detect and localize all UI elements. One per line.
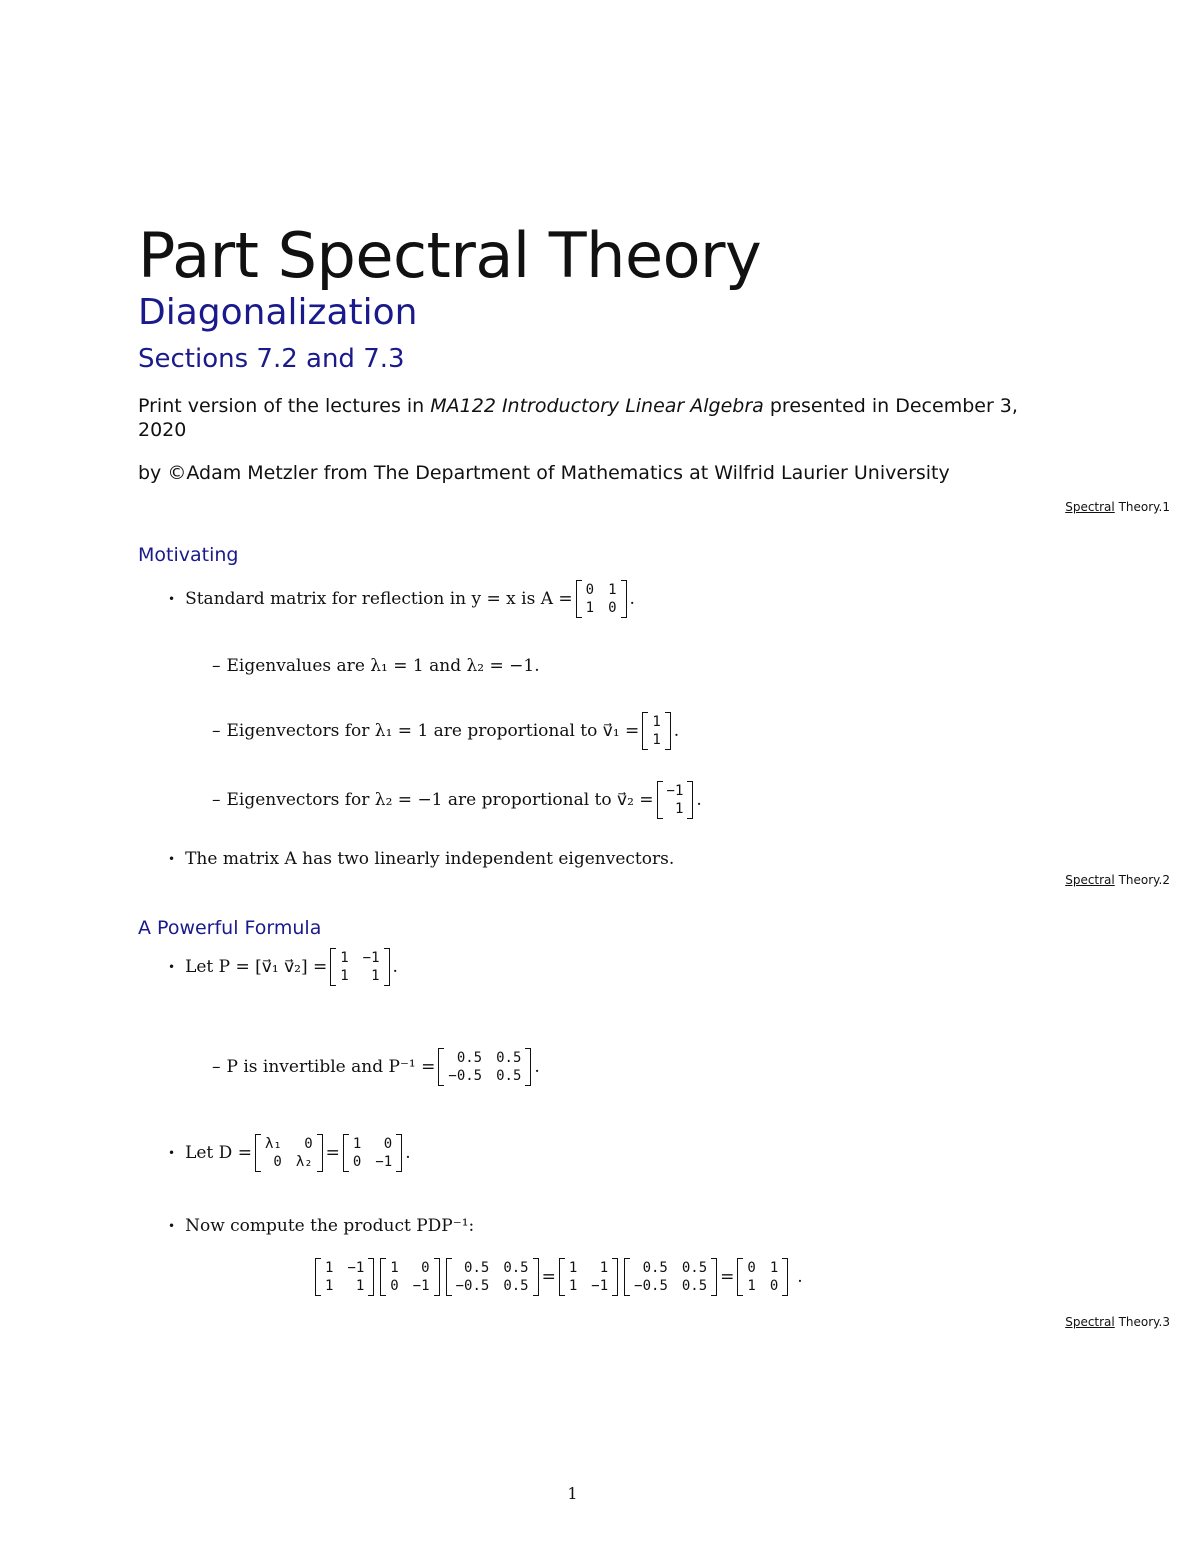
matrix-cell: 0.5 bbox=[503, 1278, 529, 1294]
sub-text: Eigenvectors for λ₂ = −1 are proportional to v⃗₂ = bbox=[226, 790, 654, 810]
bullet-independent bbox=[168, 849, 674, 869]
sub-P-invertible bbox=[212, 1048, 540, 1086]
matrix-cell: 1 bbox=[747, 1278, 756, 1294]
frame-label-2-a: Spectral bbox=[1065, 873, 1115, 887]
frame-label-3-a: Spectral bbox=[1065, 1315, 1115, 1329]
matrix-cell: −1 bbox=[375, 1154, 393, 1170]
bullet-text: Now compute the product PDP⁻¹: bbox=[185, 1216, 475, 1236]
matrix-cell: 1 bbox=[769, 1260, 779, 1276]
sub-eigenvectors-1 bbox=[212, 712, 679, 750]
frame-title-powerful-formula: A Powerful Formula bbox=[138, 917, 322, 939]
matrix-cell: −1 bbox=[362, 950, 380, 966]
matrix-cell: 0 bbox=[421, 1260, 430, 1276]
sub-text: Eigenvalues are λ₁ = 1 and λ₂ = −1. bbox=[226, 656, 540, 676]
period: . bbox=[405, 1143, 411, 1163]
matrix-cell: 0 bbox=[304, 1136, 313, 1152]
matrix-cell: 0.5 bbox=[681, 1260, 708, 1276]
matrix-cell: 0.5 bbox=[642, 1260, 668, 1276]
section-title: Sections 7.2 and 7.3 bbox=[138, 344, 405, 374]
period: . bbox=[797, 1267, 803, 1287]
frame-label-1 bbox=[1065, 500, 1170, 514]
period: . bbox=[696, 790, 702, 810]
matrix-prod-PD bbox=[559, 1258, 618, 1296]
bullet-marker: • bbox=[168, 1146, 176, 1160]
matrix-prod-P bbox=[315, 1258, 374, 1296]
matrix-cell: 1 bbox=[568, 1260, 578, 1276]
matrix-cell: 1 bbox=[325, 1260, 334, 1276]
product-equation bbox=[312, 1258, 803, 1296]
frame-label-3 bbox=[1065, 1315, 1170, 1329]
matrix-cell: 1 bbox=[674, 801, 684, 817]
matrix-D bbox=[343, 1134, 402, 1172]
matrix-cell: 1 bbox=[599, 1260, 609, 1276]
vector-v2 bbox=[657, 781, 694, 819]
bullet-text: The matrix A has two linearly independent eigenvectors. bbox=[185, 849, 675, 869]
matrix-P-inverse bbox=[438, 1048, 531, 1086]
sub-text: P is invertible and P⁻¹ = bbox=[226, 1057, 436, 1077]
matrix-cell: 0 bbox=[608, 600, 617, 616]
matrix-P bbox=[330, 948, 389, 986]
bullet-compute-product bbox=[168, 1216, 474, 1236]
matrix-cell: 1 bbox=[371, 968, 380, 984]
page-number: 1 bbox=[567, 1484, 578, 1503]
matrix-cell: 0 bbox=[769, 1278, 779, 1294]
lecture-description bbox=[138, 394, 1038, 442]
matrix-cell: −1 bbox=[666, 783, 684, 799]
matrix-cell: −0.5 bbox=[448, 1068, 483, 1084]
equals-sign: = bbox=[720, 1267, 735, 1287]
bullet-text: Standard matrix for reflection in y = x is A = bbox=[185, 589, 573, 609]
matrix-cell: −1 bbox=[591, 1278, 609, 1294]
matrix-cell: 0 bbox=[747, 1260, 756, 1276]
bullet-marker: • bbox=[168, 960, 176, 974]
dash-marker: – bbox=[212, 1057, 221, 1077]
period: . bbox=[392, 957, 398, 977]
bullet-marker: • bbox=[168, 1219, 176, 1233]
dash-marker: – bbox=[212, 790, 221, 810]
matrix-cell: 1 bbox=[652, 732, 661, 748]
part-title: Part Spectral Theory bbox=[138, 219, 762, 292]
sub-text: Eigenvectors for λ₁ = 1 are proportional to v⃗₁ = bbox=[226, 721, 640, 741]
frame-title-motivating: Motivating bbox=[138, 544, 239, 566]
matrix-cell: 0 bbox=[273, 1154, 282, 1170]
matrix-cell: 0.5 bbox=[681, 1278, 708, 1294]
matrix-prod-D bbox=[380, 1258, 439, 1296]
frame-label-2 bbox=[1065, 873, 1170, 887]
frame-label-1-a: Spectral bbox=[1065, 500, 1115, 514]
matrix-cell: 0.5 bbox=[503, 1260, 529, 1276]
matrix-cell: 1 bbox=[340, 968, 349, 984]
bullet-marker: • bbox=[168, 852, 176, 866]
dash-marker: – bbox=[212, 721, 221, 741]
bullet-standard-matrix bbox=[168, 580, 635, 618]
matrix-cell: 0 bbox=[352, 1154, 362, 1170]
desc-pre: Print version of the lectures in bbox=[138, 395, 431, 417]
sub-eigenvalues bbox=[212, 656, 540, 676]
desc-post: presented in December 3, 2020 bbox=[138, 395, 1018, 441]
matrix-cell: 1 bbox=[352, 1136, 362, 1152]
period: . bbox=[673, 721, 680, 741]
matrix-cell: λ₁ bbox=[264, 1136, 282, 1152]
matrix-cell: 0.5 bbox=[464, 1260, 490, 1276]
bullet-let-D bbox=[168, 1134, 411, 1172]
matrix-cell: −1 bbox=[347, 1260, 365, 1276]
bullet-text: Let P = [v⃗₁ v⃗₂] = bbox=[185, 957, 328, 977]
matrix-cell: 0.5 bbox=[456, 1050, 483, 1066]
matrix-cell: 0.5 bbox=[496, 1068, 522, 1084]
dash-marker: – bbox=[212, 656, 221, 676]
frame-label-1-b: Theory.1 bbox=[1114, 500, 1170, 514]
matrix-cell: 1 bbox=[390, 1260, 399, 1276]
byline: by ©Adam Metzler from The Department of Mathematics at Wilfrid Laurier University bbox=[138, 462, 950, 484]
bullet-text: Let D = bbox=[185, 1143, 252, 1163]
matrix-cell: 0 bbox=[390, 1278, 399, 1294]
matrix-prod-P-inverse-2 bbox=[624, 1258, 717, 1296]
matrix-prod-A bbox=[737, 1258, 788, 1296]
matrix-cell: −0.5 bbox=[634, 1278, 668, 1294]
chapter-title: Diagonalization bbox=[138, 292, 418, 333]
period: . bbox=[629, 589, 635, 609]
matrix-cell: −0.5 bbox=[455, 1278, 490, 1294]
matrix-prod-P-inverse bbox=[446, 1258, 539, 1296]
matrix-cell: 1 bbox=[325, 1278, 334, 1294]
vector-v1 bbox=[642, 712, 670, 750]
matrix-cell: −1 bbox=[412, 1278, 430, 1294]
matrix-D-symbolic bbox=[255, 1134, 323, 1172]
matrix-cell: 0.5 bbox=[496, 1050, 522, 1066]
period: . bbox=[534, 1057, 540, 1077]
course-name: MA122 Introductory Linear Algebra bbox=[430, 395, 764, 417]
matrix-A bbox=[576, 580, 627, 618]
matrix-cell: 1 bbox=[355, 1278, 365, 1294]
matrix-cell: 1 bbox=[608, 582, 617, 598]
matrix-cell: 1 bbox=[568, 1278, 578, 1294]
matrix-cell: λ₂ bbox=[295, 1154, 313, 1170]
matrix-cell: 1 bbox=[585, 600, 595, 616]
matrix-cell: 1 bbox=[340, 950, 349, 966]
bullet-marker: • bbox=[168, 592, 176, 606]
matrix-cell: 0 bbox=[383, 1136, 393, 1152]
matrix-cell: 1 bbox=[652, 714, 661, 730]
frame-label-2-b: Theory.2 bbox=[1114, 873, 1170, 887]
sub-eigenvectors-2 bbox=[212, 781, 702, 819]
equals-sign: = bbox=[541, 1267, 556, 1287]
bullet-let-P bbox=[168, 948, 398, 986]
frame-label-3-b: Theory.3 bbox=[1114, 1315, 1170, 1329]
equals-sign: = bbox=[325, 1143, 340, 1163]
matrix-cell: 0 bbox=[585, 582, 595, 598]
